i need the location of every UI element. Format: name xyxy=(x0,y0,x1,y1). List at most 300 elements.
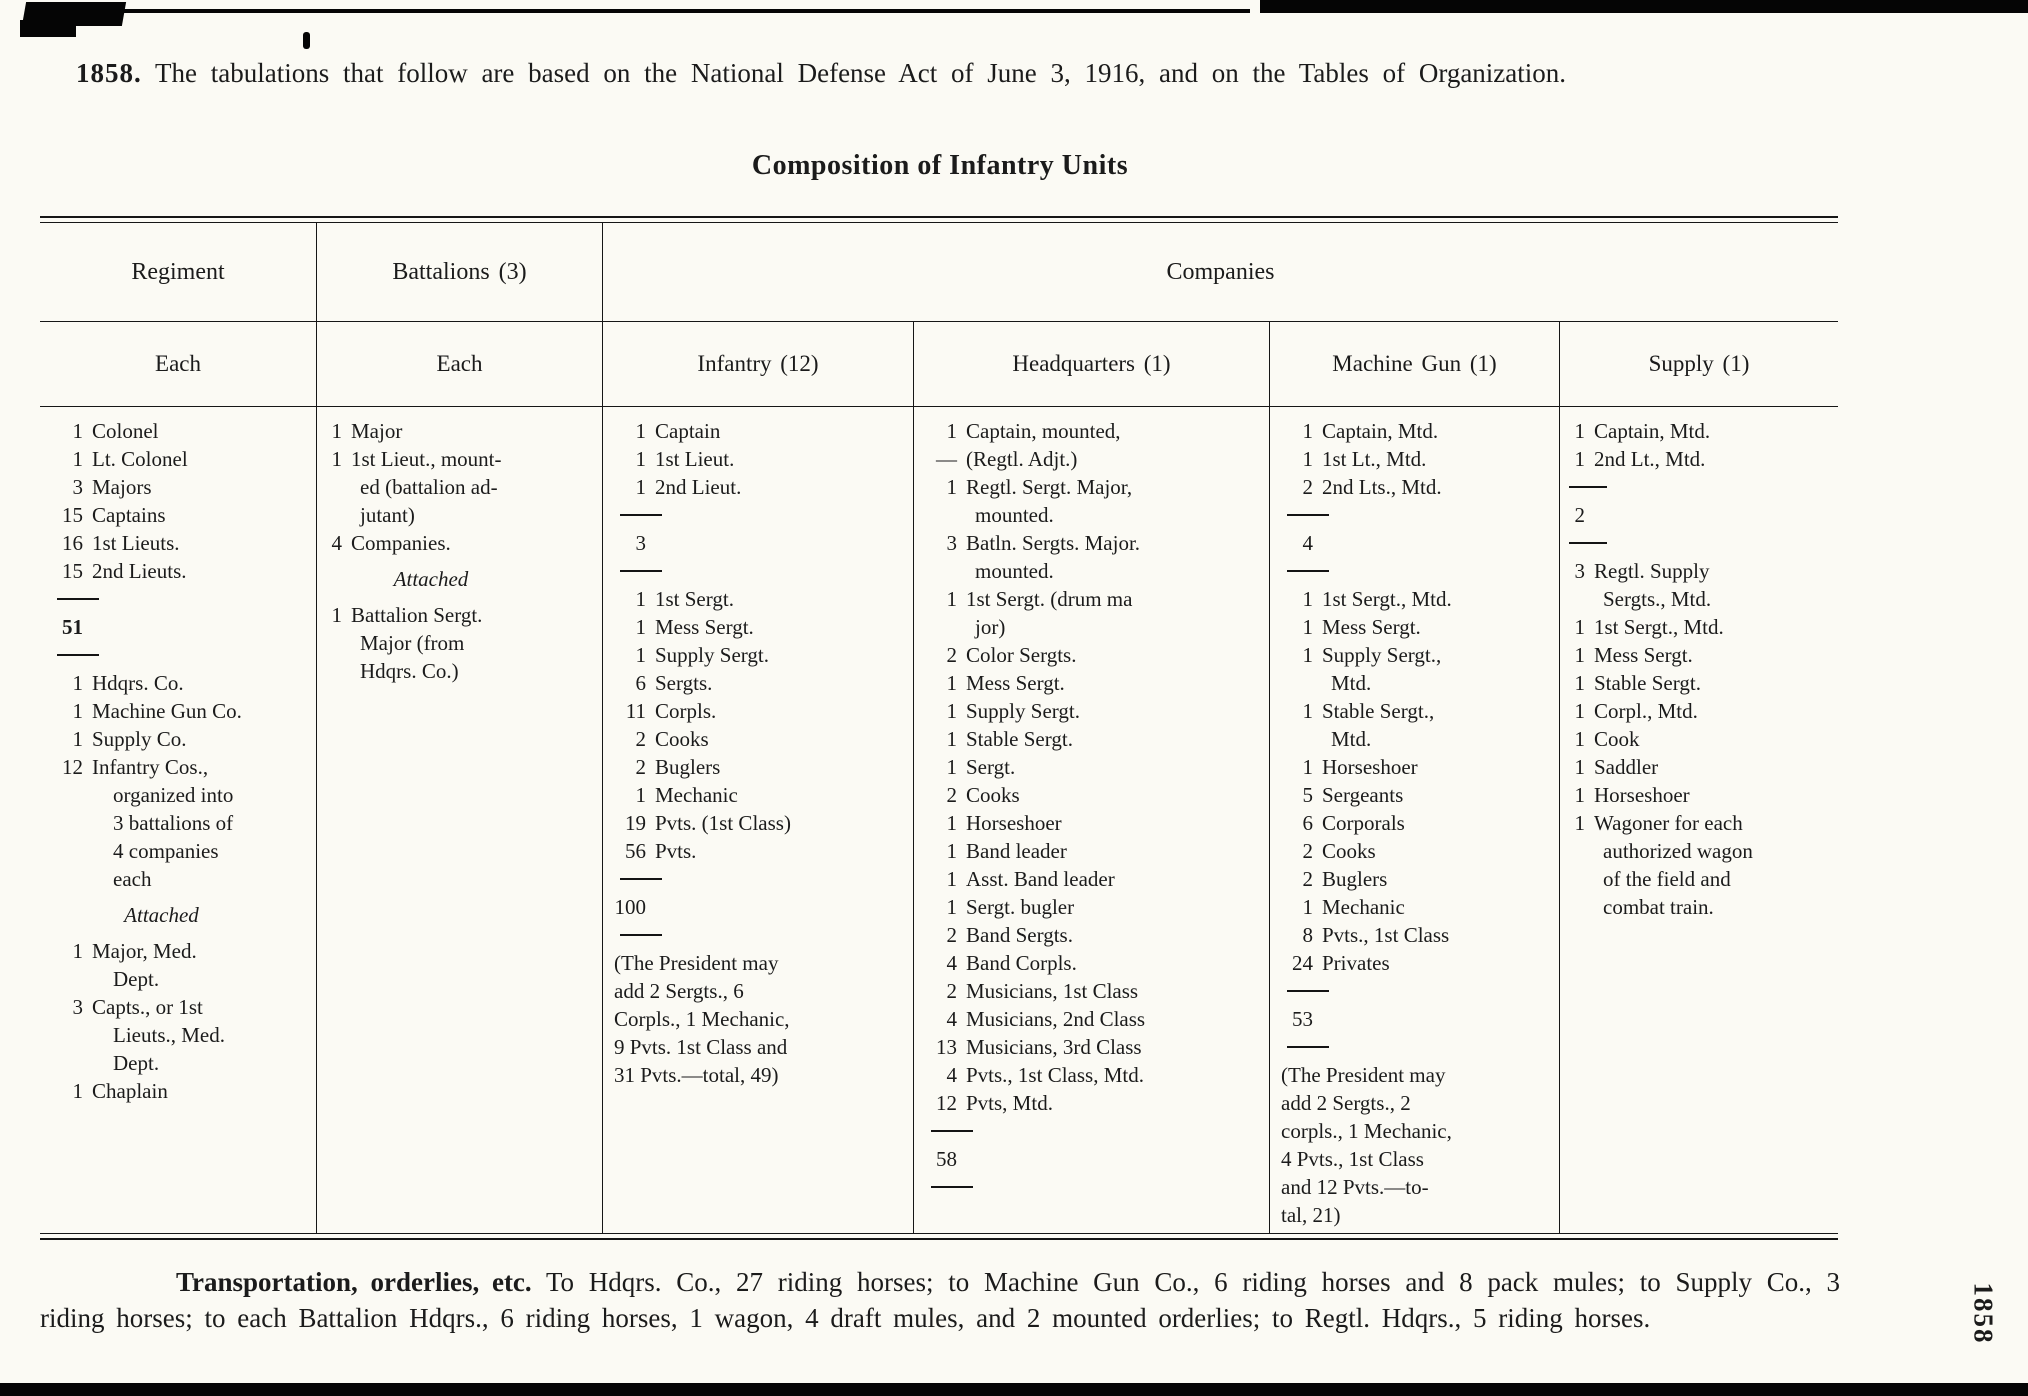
total-line xyxy=(923,1145,1263,1173)
item-count: 100 xyxy=(614,895,646,919)
item-line xyxy=(612,613,907,641)
item-label: Sergt. bugler xyxy=(966,895,1075,919)
item-count: 2 xyxy=(946,783,957,807)
item-count: 2 xyxy=(946,979,957,1003)
item-line xyxy=(612,697,907,725)
item-line xyxy=(49,557,310,585)
item-line xyxy=(1569,417,1832,445)
item-line xyxy=(1569,613,1832,641)
item-label: 1st Lieuts. xyxy=(92,531,180,555)
item-line xyxy=(1569,557,1832,585)
item-line xyxy=(612,837,907,865)
note-line: add 2 Sergts., 2 xyxy=(1281,1091,1411,1115)
column-machine-gun-company xyxy=(1270,407,1560,1233)
sum-rule xyxy=(612,501,907,529)
column-header-battalions-each: Each xyxy=(317,322,603,406)
item-count: 56 xyxy=(625,839,646,863)
item-label: Batln. Sergts. Major. xyxy=(966,531,1141,555)
item-count: 1 xyxy=(1574,643,1585,667)
line-continuation: Major (from xyxy=(360,631,465,655)
item-label: 1st Sergt., Mtd. xyxy=(1594,615,1724,639)
sum-rule xyxy=(1279,501,1553,529)
sum-rule xyxy=(1279,977,1553,1005)
sum-rule xyxy=(49,641,310,669)
total-line xyxy=(49,613,310,641)
line-continuation: Mtd. xyxy=(1331,671,1372,695)
item-label: 1st Lt., Mtd. xyxy=(1322,447,1427,471)
item-label: Wagoner for each xyxy=(1594,811,1743,835)
item-line xyxy=(1279,753,1553,781)
item-line xyxy=(923,697,1263,725)
item-label: Buglers xyxy=(1322,867,1388,891)
note-line: 4 Pvts., 1st Class xyxy=(1281,1147,1424,1171)
item-count: 1 xyxy=(1574,699,1585,723)
item-count: 6 xyxy=(635,671,646,695)
table-column-header-row xyxy=(40,321,1838,407)
item-count: 1 xyxy=(72,699,83,723)
item-label: Battalion Sergt. xyxy=(351,603,483,627)
item-line xyxy=(49,417,310,445)
note-line: add 2 Sergts., 6 xyxy=(614,979,744,1003)
item-label: 1st Lieut. xyxy=(655,447,735,471)
item-count: 13 xyxy=(936,1035,957,1059)
item-line xyxy=(1569,753,1832,781)
item-count: 6 xyxy=(1302,811,1313,835)
item-line xyxy=(923,641,1263,669)
item-label: Pvts. xyxy=(655,839,697,863)
rule-mark xyxy=(57,654,99,656)
item-count: 1 xyxy=(331,603,342,627)
item-label: Buglers xyxy=(655,755,721,779)
line-continuation: organized into xyxy=(113,783,234,807)
item-label: Saddler xyxy=(1594,755,1659,779)
item-count: 1 xyxy=(946,699,957,723)
item-count: 2 xyxy=(946,923,957,947)
item-line xyxy=(923,865,1263,893)
item-count: 1 xyxy=(72,1079,83,1103)
item-count: 3 xyxy=(635,531,646,555)
item-line xyxy=(612,417,907,445)
item-count: 1 xyxy=(635,643,646,667)
item-line xyxy=(923,725,1263,753)
item-label: Mechanic xyxy=(1322,895,1405,919)
item-count: 1 xyxy=(1302,587,1313,611)
item-label: Band leader xyxy=(966,839,1067,863)
item-label: Mess Sergt. xyxy=(966,671,1065,695)
item-count: 1 xyxy=(1574,615,1585,639)
item-count: 3 xyxy=(72,475,83,499)
line-continuation: of the field and xyxy=(1603,867,1731,891)
total-line xyxy=(612,893,907,921)
item-line xyxy=(49,445,310,473)
item-count: 1 xyxy=(1302,615,1313,639)
item-line xyxy=(1279,613,1553,641)
paragraph-number: 1858. xyxy=(76,58,142,88)
item-label: Privates xyxy=(1322,951,1390,975)
item-line xyxy=(1279,445,1553,473)
item-count: 1 xyxy=(946,839,957,863)
item-count: 4 xyxy=(1302,531,1313,555)
item-line xyxy=(1279,893,1553,921)
item-count: 1 xyxy=(331,447,342,471)
item-label: Asst. Band leader xyxy=(966,867,1115,891)
sum-rule xyxy=(1279,557,1553,585)
column-supply-company xyxy=(1560,407,1838,1233)
line-continuation: mounted. xyxy=(975,559,1054,583)
line-continuation: mounted. xyxy=(975,503,1054,527)
subheading-attached: Attached xyxy=(393,567,469,591)
item-count: 3 xyxy=(72,995,83,1019)
item-line xyxy=(612,585,907,613)
item-label: Mess Sergt. xyxy=(1594,643,1693,667)
note-line: and 12 Pvts.—to- xyxy=(1281,1175,1429,1199)
item-label: Cooks xyxy=(1322,839,1376,863)
line-continuation: Mtd. xyxy=(1331,727,1372,751)
item-label: Captain, Mtd. xyxy=(1594,419,1711,443)
item-label: Mess Sergt. xyxy=(1322,615,1421,639)
item-label: Captains xyxy=(92,503,166,527)
item-line xyxy=(923,1005,1263,1033)
item-count: 4 xyxy=(331,531,342,555)
line-continuation: combat train. xyxy=(1603,895,1714,919)
column-header-supply: Supply (1) xyxy=(1648,351,1750,376)
item-count: 1 xyxy=(946,867,957,891)
item-line xyxy=(1279,417,1553,445)
table-top-double-rule xyxy=(40,216,1838,223)
item-line xyxy=(1569,809,1832,837)
item-label: Stable Sergt. xyxy=(966,727,1073,751)
line-continuation: Sergts., Mtd. xyxy=(1603,587,1712,611)
item-line xyxy=(1279,921,1553,949)
item-line xyxy=(1279,697,1553,725)
item-count: 1 xyxy=(1302,755,1313,779)
item-label: Captain, mounted, xyxy=(966,419,1121,443)
item-count: 1 xyxy=(1574,811,1585,835)
sum-rule xyxy=(612,865,907,893)
item-line xyxy=(923,529,1263,557)
item-label: Musicians, 3rd Class xyxy=(966,1035,1142,1059)
scan-artifact-speck xyxy=(303,32,310,49)
item-count: 16 xyxy=(62,531,83,555)
line-continuation: each xyxy=(113,867,152,891)
item-count: 1 xyxy=(946,811,957,835)
item-count: 1 xyxy=(635,587,646,611)
item-label: Sergeants xyxy=(1322,783,1404,807)
item-line xyxy=(923,585,1263,613)
item-line xyxy=(612,781,907,809)
item-label: 1st Lieut., mount- xyxy=(351,447,502,471)
item-label: Musicians, 2nd Class xyxy=(966,1007,1146,1031)
item-label: 2nd Lt., Mtd. xyxy=(1594,447,1706,471)
sum-rule xyxy=(923,1173,1263,1201)
item-label: Companies. xyxy=(351,531,451,555)
item-line xyxy=(1279,949,1553,977)
sum-rule xyxy=(923,1117,1263,1145)
item-count: 1 xyxy=(1302,643,1313,667)
item-label: Color Sergts. xyxy=(966,643,1077,667)
item-count: 2 xyxy=(1302,839,1313,863)
footer-paragraph xyxy=(40,1264,1840,1336)
note-line: tal, 21) xyxy=(1281,1203,1341,1227)
item-count: 5 xyxy=(1302,783,1313,807)
item-line xyxy=(923,417,1263,445)
line-continuation: authorized wagon xyxy=(1603,839,1753,863)
item-line xyxy=(923,809,1263,837)
line-continuation: Hdqrs. Co.) xyxy=(360,659,459,683)
item-count: 4 xyxy=(946,1063,957,1087)
total-line xyxy=(1569,501,1832,529)
item-line xyxy=(326,601,596,629)
item-count: 2 xyxy=(946,643,957,667)
item-count: 11 xyxy=(625,699,646,723)
item-count: 1 xyxy=(72,671,83,695)
item-label: Captain, Mtd. xyxy=(1322,419,1439,443)
rule-mark xyxy=(1287,570,1329,572)
item-count: 4 xyxy=(946,951,957,975)
item-count: 1 xyxy=(946,671,957,695)
item-count: 1 xyxy=(1574,671,1585,695)
rule-mark xyxy=(620,878,662,880)
item-count: 1 xyxy=(635,447,646,471)
note-line: (The President may xyxy=(614,951,779,975)
item-label: Corpls. xyxy=(655,699,717,723)
item-label: 1st Sergt., Mtd. xyxy=(1322,587,1452,611)
item-count: 1 xyxy=(1574,419,1585,443)
item-line xyxy=(326,529,596,557)
rule-mark xyxy=(620,570,662,572)
item-label: Supply Co. xyxy=(92,727,187,751)
line-continuation: Dept. xyxy=(113,1051,160,1075)
item-label: Corpl., Mtd. xyxy=(1594,699,1698,723)
item-line xyxy=(1279,641,1553,669)
item-label: 2nd Lieut. xyxy=(655,475,742,499)
item-line xyxy=(1279,473,1553,501)
item-count: 1 xyxy=(1574,755,1585,779)
sum-rule xyxy=(1569,473,1832,501)
item-line xyxy=(923,977,1263,1005)
item-line xyxy=(49,725,310,753)
item-count: 2 xyxy=(1302,475,1313,499)
item-label: Corporals xyxy=(1322,811,1405,835)
item-count: 1 xyxy=(946,475,957,499)
item-count: 1 xyxy=(72,447,83,471)
item-label: Major, Med. xyxy=(92,939,197,963)
item-line xyxy=(612,641,907,669)
item-count: 1 xyxy=(635,783,646,807)
item-count: 19 xyxy=(625,811,646,835)
rule-mark xyxy=(57,598,99,600)
footer-lead: Transportation, orderlies, etc. xyxy=(176,1267,532,1297)
item-line xyxy=(923,781,1263,809)
item-label: Horseshoer xyxy=(1594,783,1690,807)
item-count: 1 xyxy=(635,419,646,443)
item-count: — xyxy=(936,447,957,471)
item-line xyxy=(923,445,1263,473)
item-count: 1 xyxy=(946,727,957,751)
item-line xyxy=(923,837,1263,865)
sum-rule xyxy=(1569,529,1832,557)
item-count: 2 xyxy=(1302,867,1313,891)
item-line xyxy=(49,501,310,529)
item-count: 53 xyxy=(1292,1007,1313,1031)
table-body xyxy=(40,407,1838,1233)
item-line xyxy=(923,753,1263,781)
item-line xyxy=(923,921,1263,949)
item-line xyxy=(612,725,907,753)
rule-mark xyxy=(1287,514,1329,516)
item-line xyxy=(1569,725,1832,753)
sum-rule xyxy=(49,585,310,613)
table-group-header-row xyxy=(40,223,1838,321)
item-label: Lt. Colonel xyxy=(92,447,188,471)
item-count: 1 xyxy=(1302,447,1313,471)
line-continuation: 4 companies xyxy=(113,839,219,863)
item-label: Mechanic xyxy=(655,783,738,807)
item-label: Hdqrs. Co. xyxy=(92,671,184,695)
item-label: Mess Sergt. xyxy=(655,615,754,639)
item-label: Musicians, 1st Class xyxy=(966,979,1139,1003)
item-line xyxy=(1279,809,1553,837)
column-header-machine-gun: Machine Gun (1) xyxy=(1270,322,1560,406)
item-label: Sergts. xyxy=(655,671,713,695)
rule-mark xyxy=(620,514,662,516)
item-count: 8 xyxy=(1302,923,1313,947)
item-label: (Regtl. Adjt.) xyxy=(966,447,1078,471)
item-label: Band Corpls. xyxy=(966,951,1077,975)
item-count: 1 xyxy=(946,895,957,919)
line-continuation: 3 battalions of xyxy=(113,811,234,835)
item-label: Chaplain xyxy=(92,1079,168,1103)
item-line xyxy=(612,809,907,837)
item-count: 1 xyxy=(72,939,83,963)
item-count: 1 xyxy=(635,475,646,499)
item-count: 2 xyxy=(1574,503,1585,527)
item-label: Majors xyxy=(92,475,152,499)
item-count: 1 xyxy=(1574,447,1585,471)
intro-paragraph xyxy=(42,56,1814,91)
item-line xyxy=(923,1033,1263,1061)
item-label: Cook xyxy=(1594,727,1640,751)
item-count: 24 xyxy=(1292,951,1313,975)
note-line: corpls., 1 Mechanic, xyxy=(1281,1119,1452,1143)
item-line xyxy=(1569,641,1832,669)
item-line xyxy=(1279,865,1553,893)
item-label: Pvts., 1st Class, Mtd. xyxy=(966,1063,1144,1087)
item-line xyxy=(1279,781,1553,809)
item-label: Horseshoer xyxy=(966,811,1062,835)
item-label: 2nd Lts., Mtd. xyxy=(1322,475,1442,499)
item-line xyxy=(923,1089,1263,1117)
group-header-battalions: Battalions (3) xyxy=(317,223,603,321)
item-count: 1 xyxy=(946,587,957,611)
item-label: Infantry Cos., xyxy=(92,755,209,779)
rule-mark xyxy=(931,1130,973,1132)
scan-artifact-top-left-2 xyxy=(20,20,76,37)
item-line xyxy=(923,473,1263,501)
item-count: 15 xyxy=(62,559,83,583)
column-regiment xyxy=(40,407,317,1233)
item-count: 3 xyxy=(1574,559,1585,583)
subheading-attached: Attached xyxy=(124,903,199,927)
total-line xyxy=(1279,1005,1553,1033)
item-count: 1 xyxy=(946,419,957,443)
item-label: Sergt. xyxy=(966,755,1016,779)
note-line: 9 Pvts. 1st Class and xyxy=(614,1035,788,1059)
item-line xyxy=(326,445,596,473)
item-label: Major xyxy=(351,419,403,443)
item-count: 1 xyxy=(1574,783,1585,807)
rule-mark xyxy=(931,1186,973,1188)
item-line xyxy=(49,1077,310,1105)
item-count: 3 xyxy=(946,531,957,555)
column-headquarters-company xyxy=(914,407,1270,1233)
note-line: Corpls., 1 Mechanic, xyxy=(614,1007,790,1031)
group-header-companies: Companies xyxy=(1166,258,1275,285)
item-label: Supply Sergt. xyxy=(966,699,1080,723)
scan-artifact-top-line xyxy=(118,9,1250,13)
item-label: Pvts., 1st Class xyxy=(1322,923,1450,947)
item-line xyxy=(49,669,310,697)
total-line xyxy=(612,529,907,557)
rule-mark xyxy=(620,934,662,936)
item-label: 1st Sergt. (drum ma xyxy=(966,587,1133,611)
item-line xyxy=(1569,781,1832,809)
column-header-headquarters: Headquarters (1) xyxy=(914,322,1270,406)
item-count: 1 xyxy=(1302,419,1313,443)
item-line xyxy=(923,669,1263,697)
line-continuation: jutant) xyxy=(360,503,415,527)
item-line xyxy=(49,529,310,557)
item-label: Regtl. Sergt. Major, xyxy=(966,475,1133,499)
line-continuation: Lieuts., Med. xyxy=(113,1023,225,1047)
item-count: 1 xyxy=(72,419,83,443)
item-count: 1 xyxy=(1574,727,1585,751)
item-label: Supply Sergt. xyxy=(655,643,769,667)
item-count: 4 xyxy=(946,1007,957,1031)
item-line xyxy=(49,993,310,1021)
item-count: 1 xyxy=(331,419,342,443)
intro-text: The tabulations that follow are based on the National Defense Act of June 3, 1916, and on the Tables of Organization. xyxy=(155,58,1567,88)
item-line xyxy=(49,697,310,725)
item-count: 2 xyxy=(635,755,646,779)
item-label: Captain xyxy=(655,419,721,443)
column-header-regiment-each: Each xyxy=(40,322,317,406)
note-line: (The President may xyxy=(1281,1063,1446,1087)
item-line xyxy=(1569,669,1832,697)
item-line xyxy=(49,753,310,781)
page-title: Composition of Infantry Units xyxy=(751,150,1129,181)
item-line xyxy=(923,893,1263,921)
item-line xyxy=(1279,585,1553,613)
page-number-vertical: 1858 xyxy=(1968,1282,1999,1345)
rule-mark xyxy=(1287,990,1329,992)
item-label: Cooks xyxy=(655,727,709,751)
item-count: 15 xyxy=(62,503,83,527)
footer-text: To Hdqrs. Co., 27 riding horses; to Machine Gun Co., 6 riding horses and 8 pack mules; to Supply Co., 3 riding horses; to each Battalion Hdqrs., 6 riding horses, 1 wagon, 4 draft mules, and 2 mounted orderlies; to Regtl. Hdqrs., 5 riding horses. xyxy=(40,1267,1841,1333)
item-label: Band Sergts. xyxy=(966,923,1073,947)
note-line: 31 Pvts.—total, 49) xyxy=(614,1063,779,1087)
item-label: Pvts, Mtd. xyxy=(966,1091,1053,1115)
item-label: Stable Sergt., xyxy=(1322,699,1435,723)
column-header-infantry: Infantry (12) xyxy=(603,322,914,406)
item-count: 1 xyxy=(72,727,83,751)
line-continuation: Dept. xyxy=(113,967,160,991)
item-label: Capts., or 1st xyxy=(92,995,203,1019)
column-infantry-company xyxy=(603,407,914,1233)
item-line xyxy=(612,445,907,473)
item-label: Cooks xyxy=(966,783,1020,807)
item-count: 1 xyxy=(1302,895,1313,919)
